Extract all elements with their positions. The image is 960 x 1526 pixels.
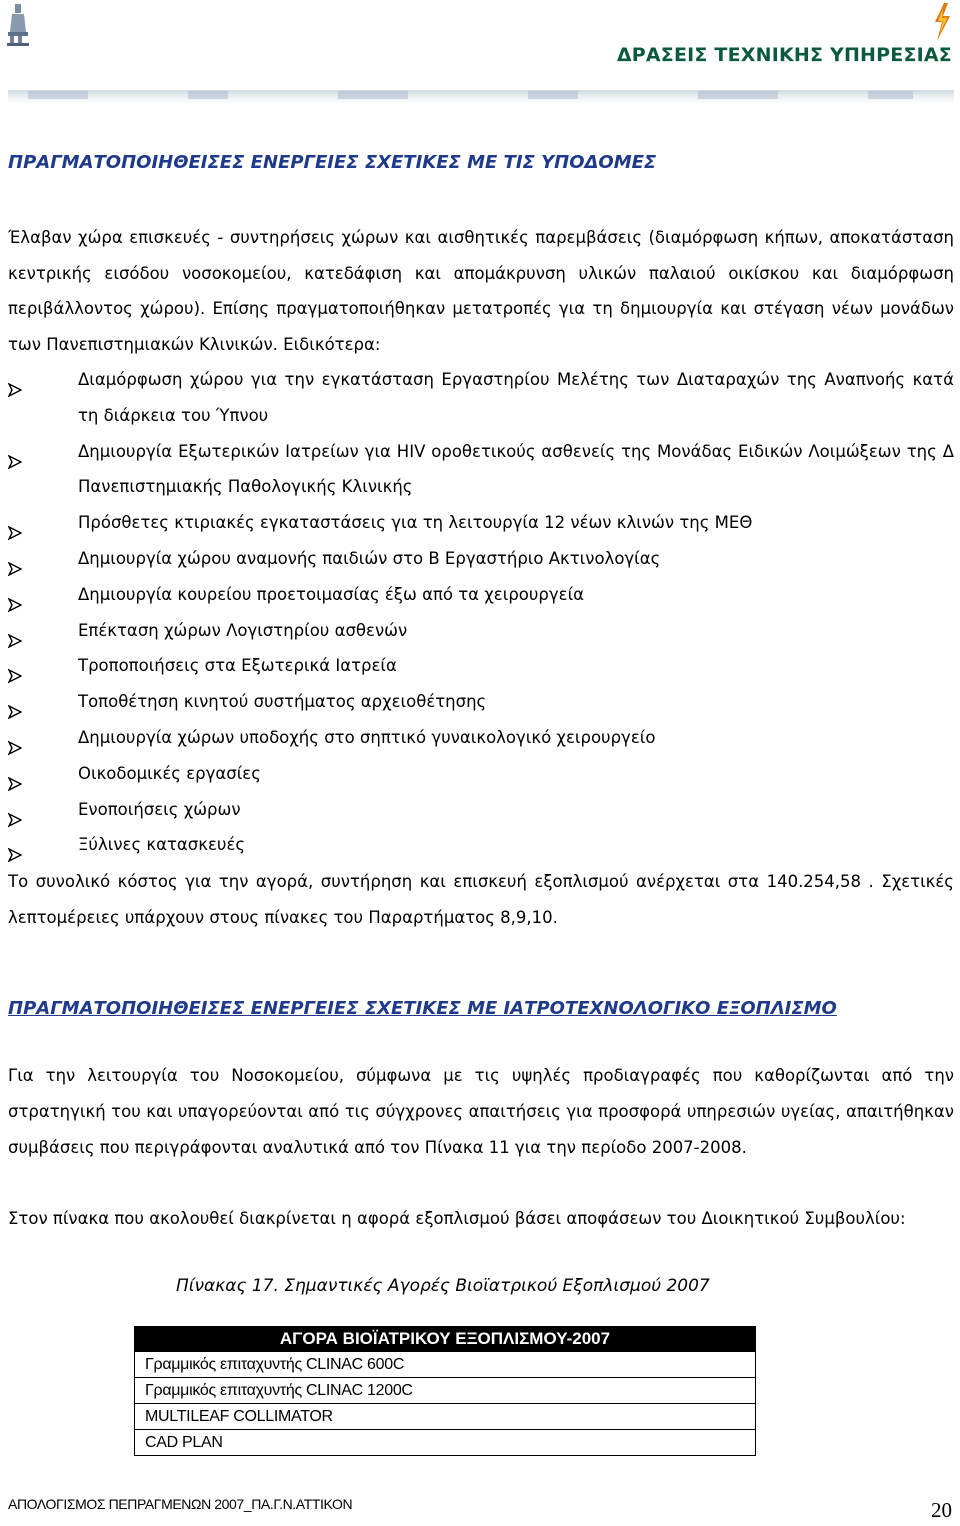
list-item: Οικοδομικές εργασίες (8, 756, 954, 792)
header-divider-band (8, 90, 954, 104)
table-row (135, 1378, 756, 1404)
arrow-bullet-icon (8, 696, 22, 710)
infrastructure-intro: Έλαβαν χώρα επισκευές - συντηρήσεις χώρων και αισθητικές παρεμβάσεις (διαμόρφωση κήπων, αποκατάσταση κεντρικής εισόδου νοσοκομείου, κατεδάφιση και απομάκρυνση υλικών παλαιού οικίσκου και διαμόρφωση περιβάλλοντος χώρου). Επίσης πραγματοποιήθηκαν μετατροπές για τη δημιουργία και στέγαση νέων μονάδων των Πανεπιστημιακών Κλινικών. Ειδικότερα: (8, 228, 954, 354)
list-item: Ξύλινες κατασκευές (8, 827, 954, 863)
equipment-intro: Για την λειτουργία του Νοσοκομείου, σύμφωνα με τις υψηλές προδιαγραφές που καθορίζωνται από την στρατηγική του και υπαγορεύονται από τις σύγχρονες απαιτήσεις για προσφορά υπηρεσιών υγείας, απαιτήθηκαν συμβάσεις που περιγράφονται αναλυτικά από τον Πίνακα 11 για την περίοδο 2007-2008. (8, 1066, 954, 1157)
table-cell: CAD PLAN (135, 1430, 756, 1456)
list-item: Τοποθέτηση κινητού συστήματος αρχειοθέτησης (8, 684, 954, 720)
arrow-bullet-icon (8, 839, 22, 853)
list-item: Δημιουργία κουρείου προετοιμασίας έξω από τα χειρουργεία (8, 577, 954, 613)
list-item: Επέκταση χώρων Λογιστηρίου ασθενών (8, 613, 954, 649)
cost-summary: Το συνολικό κόστος για την αγορά, συντήρηση και επισκευή εξοπλισμού ανέρχεται στα 140.254,58 . Σχετικές λεπτομέρειες υπάρχουν στους πίνακες του Παραρτήματος 8,9,10. (8, 872, 954, 927)
equipment-table (134, 1326, 756, 1456)
arrow-bullet-icon (8, 517, 22, 531)
section-heading-equipment: ΠΡΑΓΜΑΤΟΠΟΙΗΘΕΙΣΕΣ ΕΝΕΡΓΕΙΕΣ ΣΧΕΤΙΚΕΣ ΜΕ ΙΑΤΡΟΤΕΧΝΟΛΟΓΙΚΟ ΕΞΟΠΛΙΣΜΟ (8, 998, 837, 1019)
building-statue-logo-icon (6, 2, 32, 46)
list-item: Δημιουργία χώρων υποδοχής στο σηπτικό γυναικολογικό χειρουργείο (8, 720, 954, 756)
table-row (135, 1352, 756, 1378)
arrow-bullet-icon (8, 804, 22, 818)
arrow-bullet-icon (8, 625, 22, 639)
table-cell: Γραμμικός επιταχυντής CLINAC 600C (135, 1352, 756, 1378)
arrow-bullet-icon (8, 732, 22, 746)
table-cell: MULTILEAF COLLIMATOR (135, 1404, 756, 1430)
list-item: Διαμόρφωση χώρου για την εγκατάσταση Εργαστηρίου Μελέτης των Διαταραχών της Αναπνοής κατά τη διάρκεια του Ύπνου (8, 362, 954, 434)
table-caption: Πίνακας 17. Σημαντικές Αγορές Βιοϊατρικού Εξοπλισμού 2007 (176, 1276, 710, 1296)
table-header: ΑΓΟΡΑ ΒΙΟΪΑΤΡΙΚΟΥ ΕΞΟΠΛΙΣΜΟΥ-2007 (135, 1327, 756, 1352)
infrastructure-list (8, 362, 954, 863)
header-title: ΔΡΑΣΕΙΣ ΤΕΧΝΙΚΗΣ ΥΠΗΡΕΣΙΑΣ (616, 44, 952, 66)
list-item: Ενοποιήσεις χώρων (8, 792, 954, 828)
section-heading-infrastructure: ΠΡΑΓΜΑΤΟΠΟΙΗΘΕΙΣΕΣ ΕΝΕΡΓΕΙΕΣ ΣΧΕΤΙΚΕΣ ΜΕ ΤΙΣ ΥΠΟΔΟΜΕΣ (8, 152, 657, 173)
table-row (135, 1404, 756, 1430)
arrow-bullet-icon (8, 589, 22, 603)
arrow-bullet-icon (8, 768, 22, 782)
arrow-bullet-icon (8, 660, 22, 674)
list-item: Τροποποιήσεις στα Εξωτερικά Ιατρεία (8, 648, 954, 684)
list-item: Δημιουργία χώρου αναμονής παιδιών στο Β Εργαστήριο Ακτινολογίας (8, 541, 954, 577)
footer-document-title: ΑΠΟΛΟΓΙΣΜΟΣ ΠΕΠΡΑΓΜΕΝΩΝ 2007_ΠΑ.Γ.Ν.ΑΤΤΙΚΟΝ (8, 1496, 353, 1512)
table-row (135, 1430, 756, 1456)
table-cell: Γραμμικός επιταχυντής CLINAC 1200C (135, 1378, 756, 1404)
arrow-bullet-icon (8, 446, 22, 460)
arrow-bullet-icon (8, 553, 22, 567)
list-item: Πρόσθετες κτιριακές εγκαταστάσεις για τη λειτουργία 12 νέων κλινών της ΜΕΘ (8, 505, 954, 541)
list-item: Δημιουργία Εξωτερικών Ιατρείων για HIV οροθετικούς ασθενείς της Μονάδας Ειδικών Λοιμώξεων της Δ Πανεπιστημιακής Παθολογικής Κλινικής (8, 434, 954, 506)
equipment-table-intro: Στον πίνακα που ακολουθεί διακρίνεται η αφορά εξοπλισμού βάσει αποφάσεων του Διοικητικού Συμβουλίου: (8, 1209, 906, 1228)
arrow-bullet-icon (8, 374, 22, 388)
page-number: 20 (931, 1498, 952, 1522)
lightning-flame-logo-icon (930, 2, 954, 42)
